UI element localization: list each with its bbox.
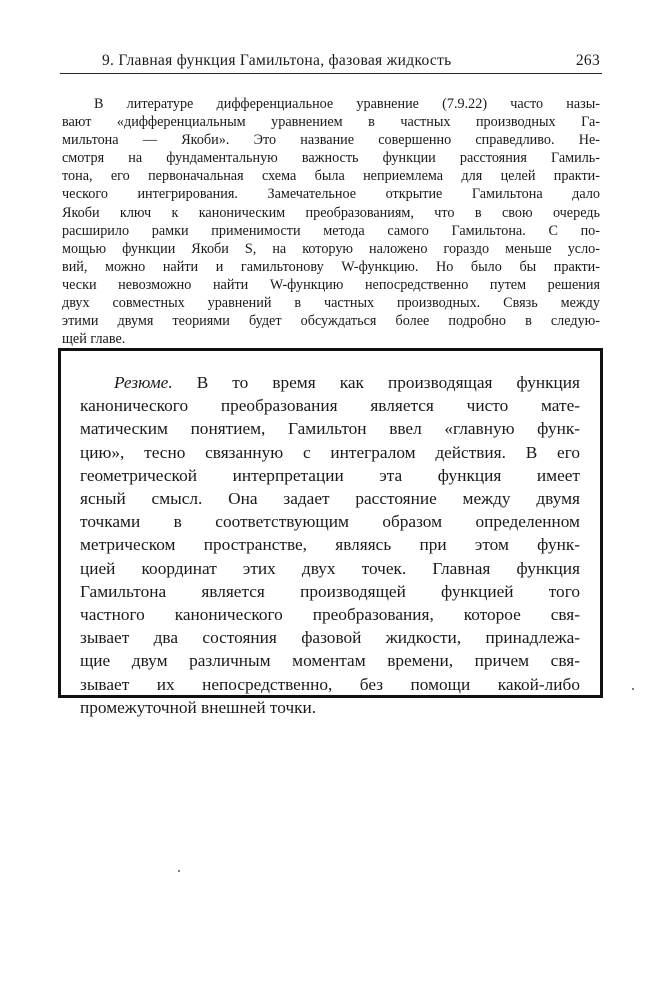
paragraph-line: чески невозможно найти W-функцию непосредственно путем решения: [62, 276, 600, 293]
summary-line: геометрической интерпретации эта функция имеет: [80, 465, 580, 485]
summary-line: канонического преобразования является чисто мате-: [80, 396, 580, 416]
summary-text: [80, 371, 580, 719]
running-header: [60, 52, 602, 72]
summary-line: Гамильтона является производящей функцией того: [80, 581, 580, 601]
paragraph-line: Якоби ключ к каноническим преобразованиям, что в свою очередь: [62, 204, 600, 221]
paragraph-line: этими двумя теориями будет обсуждаться более подробно в следую-: [62, 313, 600, 330]
summary-line: промежуточной внешней точки.: [80, 697, 317, 717]
paragraph-line: расширило рамки применимости метода самого Гамильтона. С по-: [62, 222, 600, 239]
paragraph-line: мощью функции Якоби S, на которую наложено гораздо меньше усло-: [62, 240, 600, 257]
summary-line: метрическом пространстве, являясь при этом функ-: [80, 535, 580, 555]
summary-line: щие двум различным моментам времени, причем свя-: [80, 651, 580, 671]
summary-line: зывает их непосредственно, без помощи какой-либо: [80, 674, 580, 694]
summary-line: [80, 371, 580, 394]
paragraph-line: щей главе.: [62, 331, 126, 348]
summary-line: ясный смысл. Она задает расстояние между двумя: [80, 489, 580, 509]
paragraph-line: тона, его первоначальная схема была неприемлема для целей практи-: [62, 168, 600, 185]
page-number: 263: [575, 52, 600, 69]
summary-lead: Резюме.: [114, 373, 173, 392]
summary-line: точками в соответствующим образом определенном: [80, 512, 580, 532]
paragraph-line: смотря на фундаментальную важность функции расстояния Гамиль-: [62, 150, 600, 167]
section-title: 9. Главная функция Гамильтона, фазовая жидкость: [102, 52, 452, 69]
paragraph-line: двух совместных уравнений в частных производных. Связь между: [62, 295, 600, 312]
body-paragraph: [62, 95, 600, 348]
summary-first-line-rest: В то время как производящая функция: [172, 373, 580, 392]
paragraph-line: мильтона — Якоби». Это название совершенно справедливо. Не-: [62, 132, 600, 149]
paragraph-line: вий, можно найти и гамильтонову W-функцию. Но было бы практи-: [62, 258, 600, 275]
header-rule: [60, 73, 602, 74]
summary-line: зывает два состояния фазовой жидкости, принадлежа-: [80, 628, 580, 648]
summary-line: частного канонического преобразования, которое свя-: [80, 605, 580, 625]
scan-speck: [178, 870, 180, 872]
summary-line: цией координат этих двух точек. Главная функция: [80, 558, 580, 578]
summary-line: цию», тесно связанную с интегралом действия. В его: [80, 442, 580, 462]
paragraph-line: В литературе дифференциальное уравнение (7.9.22) часто назы-: [94, 96, 600, 112]
summary-line: матическим понятием, Гамильтон ввел «главную функ-: [80, 419, 580, 439]
scan-speck: [632, 688, 634, 690]
paragraph-line: ческого интегрирования. Замечательное открытие Гамильтона дало: [62, 186, 600, 203]
paragraph-line: вают «дифференциальным уравнением в частных производных Га-: [62, 114, 600, 131]
